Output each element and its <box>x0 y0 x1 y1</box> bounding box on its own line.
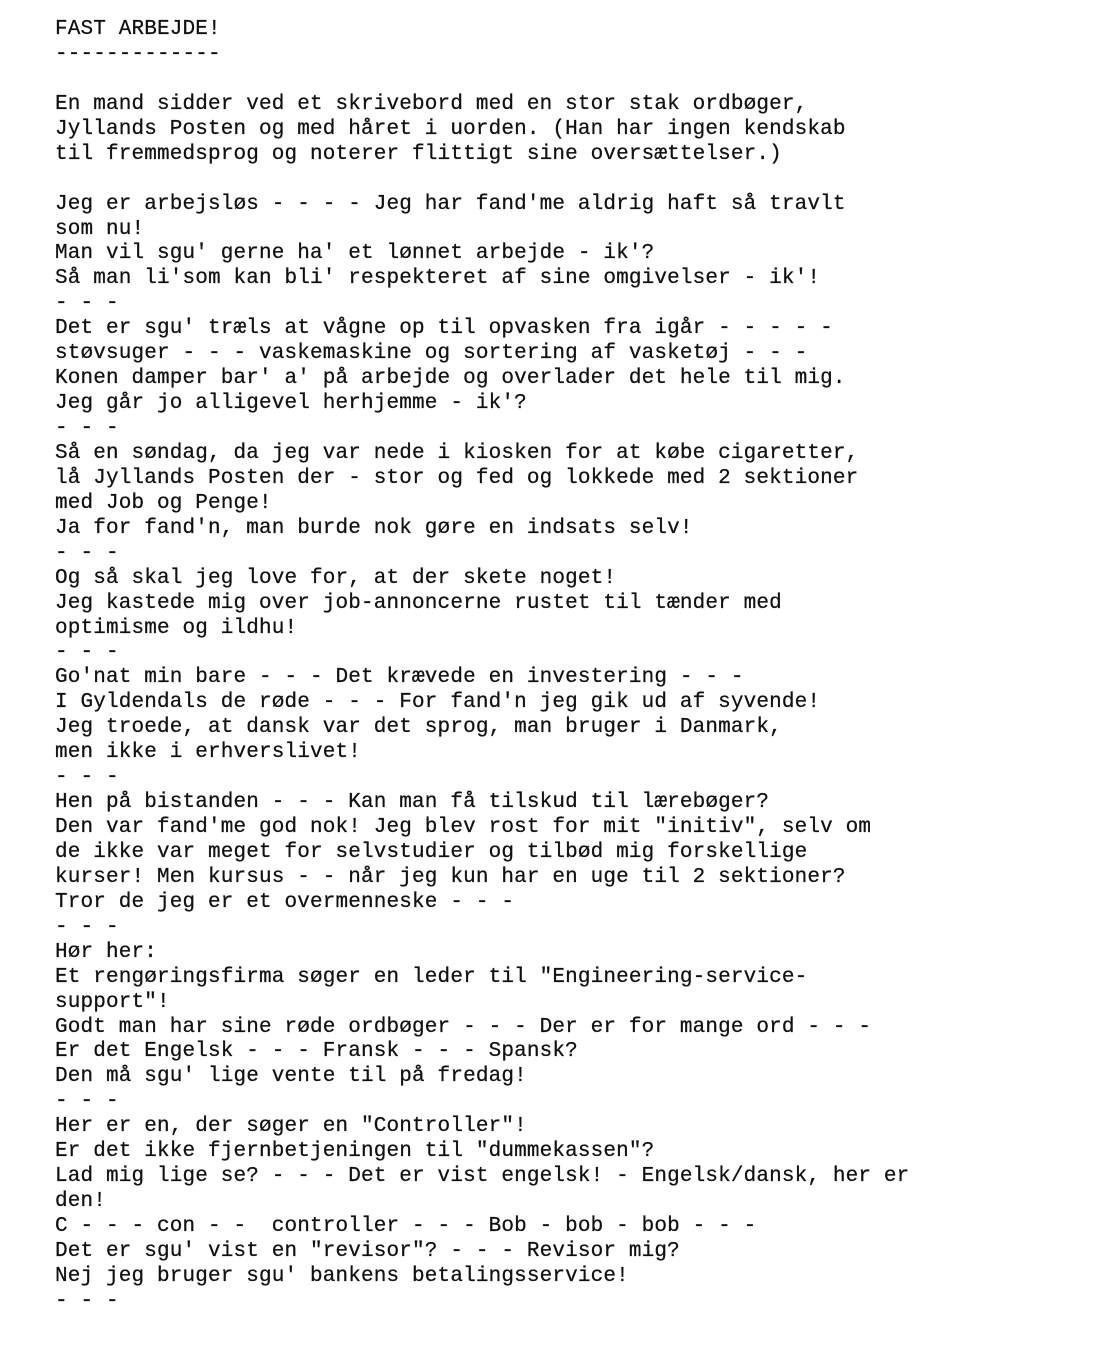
section-separator: - - - <box>55 417 119 440</box>
text-line: som nu! <box>55 217 145 241</box>
text-line: C - - - con - - controller - - - Bob - bob - bob - - - <box>55 1215 757 1238</box>
text-line: den! <box>55 1190 107 1214</box>
text-line: til fremmedsprog og noterer flittigt sine oversættelser.) <box>55 142 782 166</box>
text-line: Nej jeg bruger sgu' bankens betalingsservice! <box>55 1264 629 1288</box>
text-line: Jeg troede, at dansk var det sprog, man bruger i Danmark, <box>55 716 782 740</box>
text-line: optimisme og ildhu! <box>55 616 298 640</box>
text-line: Man vil sgu' gerne ha' et lønnet arbejde - ik'? <box>55 242 655 266</box>
typed-manuscript <box>55 18 1085 1315</box>
section-separator: - - - <box>55 1289 119 1313</box>
document-title: FAST ARBEJDE! <box>55 18 221 41</box>
text-line: Det er sgu' vist en "revisor"? - - - Revisor mig? <box>55 1239 680 1263</box>
text-line: Er det ikke fjernbetjeningen til "dummekassen"? <box>55 1140 655 1164</box>
blank-line <box>55 68 1085 93</box>
section-separator: - - - <box>55 641 119 665</box>
text-line: Og så skal jeg love for, at der skete noget! <box>55 566 617 590</box>
text-line: Det er sgu' træls at vågne op til opvasken fra igår - - - - - <box>55 317 833 341</box>
text-line: En mand sidder ved et skrivebord med en stor stak ordbøger, <box>55 92 808 116</box>
text-line: Konen damper bar' a' på arbejde og overlader det hele til mig. <box>55 367 846 391</box>
section-separator: - - - <box>55 292 119 316</box>
section-separator: - - - <box>55 915 119 939</box>
section-separator: - - - <box>55 1090 119 1114</box>
text-line: de ikke var meget for selvstudier og tilbød mig forskellige <box>55 840 808 864</box>
text-line: Så en søndag, da jeg var nede i kiosken for at købe cigaretter, <box>55 441 859 465</box>
text-line: Den må sgu' lige vente til på fredag! <box>55 1065 527 1089</box>
text-line: Jeg går jo alligevel herhjemme - ik'? <box>55 392 527 416</box>
text-line: Go'nat min bare - - - Det krævede en investering - - - <box>55 666 744 690</box>
text-line: Er det Engelsk - - - Fransk - - - Spansk? <box>55 1040 578 1064</box>
section-separator: - - - <box>55 541 119 565</box>
text-line: Den var fand'me god nok! Jeg blev rost for mit "initiv", selv om <box>55 816 872 839</box>
text-line: I Gyldendals de røde - - - For fand'n jeg gik ud af syvende! <box>55 691 821 715</box>
text-line: support"! <box>55 990 170 1014</box>
text-line: Hen på bistanden - - - Kan man få tilskud til lærebøger? <box>55 791 770 815</box>
text-line: Jeg kastede mig over job-annoncerne rustet til tænder med <box>55 591 782 615</box>
text-line: Jyllands Posten og med håret i uorden. (Han har ingen kendskab <box>55 117 846 141</box>
text-line: Så man li'som kan bli' respekteret af sine omgivelser - ik'! <box>55 267 821 291</box>
text-line: Her er en, der søger en "Controller"! <box>55 1115 527 1139</box>
text-line: med Job og Penge! <box>55 491 272 515</box>
blank-line <box>55 168 1085 193</box>
title-underline: ------------- <box>55 42 221 66</box>
text-line: støvsuger - - - vaskemaskine og sortering af vasketøj - - - <box>55 342 808 366</box>
document-body <box>55 68 1085 1315</box>
text-line: Godt man har sine røde ordbøger - - - Der er for mange ord - - - <box>55 1015 872 1039</box>
text-line: Ja for fand'n, man burde nok gøre en indsats selv! <box>55 516 693 540</box>
text-line: Et rengøringsfirma søger en leder til "Engineering-service- <box>55 965 808 989</box>
text-line: Jeg er arbejsløs - - - - Jeg har fand'me aldrig haft så travlt <box>55 192 846 216</box>
text-line: Lad mig lige se? - - - Det er vist engelsk! - Engelsk/dansk, her er <box>55 1165 910 1189</box>
text-line: lå Jyllands Posten der - stor og fed og lokkede med 2 sektioner <box>55 466 859 490</box>
text-line: men ikke i erhverslivet! <box>55 741 362 765</box>
text-line: Hør her: <box>55 940 158 964</box>
section-separator: - - - <box>55 766 119 790</box>
text-line: kurser! Men kursus - - når jeg kun har en uge til 2 sektioner? <box>55 865 846 889</box>
text-line: Tror de jeg er et overmenneske - - - <box>55 890 515 914</box>
